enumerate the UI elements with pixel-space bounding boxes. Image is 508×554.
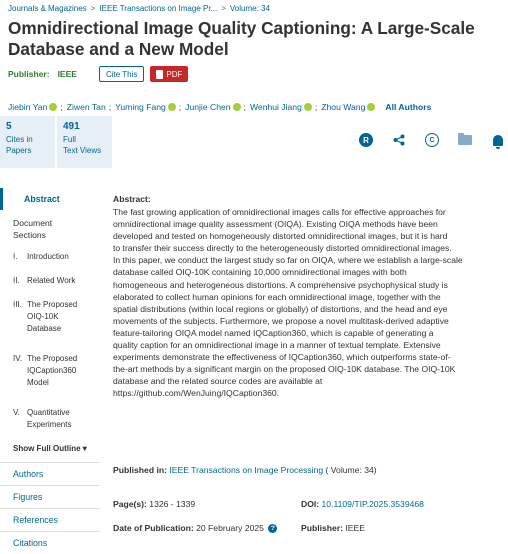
section-number: III. xyxy=(13,300,22,309)
abstract-line: elaborated to collect human opinions for each omnidirectional image, together with the xyxy=(113,291,441,302)
section-label-line: IQCaption360 xyxy=(27,366,77,375)
section-label-line: OIQ-10K xyxy=(27,312,59,321)
section-label-line: The Proposed xyxy=(27,300,78,309)
author-name: Wenhui Jiang xyxy=(249,102,302,112)
section-label: Introduction xyxy=(27,252,69,261)
copyright-icon[interactable]: C xyxy=(422,130,442,150)
author-link[interactable] xyxy=(67,102,106,112)
sidebar-section-experiments[interactable] xyxy=(13,407,71,431)
abstract-line: database and the related source codes are available at xyxy=(113,376,323,387)
page-title xyxy=(8,18,492,60)
author-separator: ; xyxy=(243,102,246,112)
orcid-icon[interactable] xyxy=(49,103,57,111)
pages-label: Page(s): xyxy=(113,499,147,509)
author-separator: ; xyxy=(314,102,318,112)
sidebar-link-citations[interactable]: Citations xyxy=(0,531,100,553)
sidebar-link-references[interactable]: References xyxy=(0,508,100,530)
breadcrumb-separator: > xyxy=(221,4,226,13)
breadcrumb-separator: > xyxy=(90,4,96,13)
help-icon[interactable]: ? xyxy=(268,524,277,533)
pages-value: 1326 - 1339 xyxy=(149,499,196,509)
section-label xyxy=(27,299,77,335)
all-authors-link[interactable]: All Authors xyxy=(385,102,432,112)
metric-value: 491 xyxy=(63,121,80,132)
abstract-line: spatial distributions (within local regions or globally) of distortions, and the head and eye xyxy=(113,303,448,314)
sidebar-item-abstract[interactable]: Abstract xyxy=(0,188,88,210)
pages-field xyxy=(113,499,195,509)
document-sections-heading xyxy=(13,217,52,241)
published-in xyxy=(113,465,377,475)
metric-label-line: Papers xyxy=(6,146,32,155)
author-separator: ; xyxy=(178,102,182,112)
breadcrumb-volume[interactable]: Volume: 34 xyxy=(229,4,270,13)
section-label-line: Quantitative xyxy=(27,408,70,417)
pdf-label: PDF xyxy=(166,69,183,79)
share-icon[interactable] xyxy=(389,130,409,150)
pdf-button[interactable] xyxy=(150,66,188,82)
author-link[interactable] xyxy=(115,102,176,112)
pdf-icon xyxy=(156,70,163,79)
rights-icon[interactable]: R xyxy=(356,130,376,150)
section-label: Related Work xyxy=(27,276,76,285)
meta-publisher-label: Publisher: xyxy=(301,523,344,533)
breadcrumb-journals[interactable]: Journals & Magazines xyxy=(8,4,87,13)
author-link[interactable] xyxy=(8,102,57,112)
doi-link[interactable]: 10.1109/TIP.2025.3539468 xyxy=(321,499,424,509)
abstract-section xyxy=(113,193,492,400)
orcid-icon[interactable] xyxy=(233,103,241,111)
metric-label xyxy=(6,134,49,156)
abstract-line: movements of the subjects. Furthermore, we propose a novel multitask-derived adaptive xyxy=(113,315,449,326)
cite-this-button[interactable]: Cite This xyxy=(99,66,144,82)
sidebar-link-authors[interactable]: Authors xyxy=(0,462,100,484)
abstract-line: https://github.com/WenJuing/IQCaption360. xyxy=(113,388,280,399)
metric-label-line: Text Views xyxy=(63,146,102,155)
abstract-line: to transfer their success directly to the heterogeneously distorted omnidirectional images. xyxy=(113,243,452,254)
author-link[interactable] xyxy=(250,102,312,112)
publisher-value: IEEE xyxy=(57,69,77,79)
abstract-line: The fast growing application of omnidirectional images calls for effective approaches for xyxy=(113,207,446,217)
author-name: Yuming Fang xyxy=(115,102,166,112)
author-name: Jiebin Yan xyxy=(8,102,48,112)
author-separator: ; xyxy=(108,102,112,112)
author-name: Zhou Wang xyxy=(321,102,366,112)
abstract-line: quality caption for an omnidirectional image in a manner of textual template. Extensive xyxy=(113,340,441,351)
section-label-line: Model xyxy=(27,378,49,387)
date-label: Date of Publication: xyxy=(113,523,194,533)
abstract-line: experiments demonstrate the effectiveness of IQCaption360, which outperforms state-of- xyxy=(113,352,451,363)
publisher-label: Publisher: xyxy=(8,69,50,79)
abstract-line: database called OIQ-10K containing 10,000 omnidirectional images with both xyxy=(113,267,407,278)
title-line-2: Database and a New Model xyxy=(8,39,229,59)
section-number: II. xyxy=(13,276,20,285)
metric-views[interactable] xyxy=(57,116,112,168)
sidebar-link-figures[interactable]: Figures xyxy=(0,485,100,507)
abstract-text xyxy=(113,206,492,400)
section-label-line: Experiments xyxy=(27,420,72,429)
abstract-line: developed and tested on homogeneously distorted omnidirectional images, but it is hard xyxy=(113,231,448,242)
author-link[interactable] xyxy=(185,102,240,112)
publisher-field xyxy=(301,523,365,533)
doi-field xyxy=(301,499,424,509)
date-field xyxy=(113,523,277,533)
orcid-icon[interactable] xyxy=(168,103,176,111)
section-number: V. xyxy=(13,408,20,417)
section-label-line: Database xyxy=(27,324,62,333)
sections-heading-line: Sections xyxy=(13,230,46,240)
section-number: IV. xyxy=(13,354,23,363)
metric-label-line: Cites in xyxy=(6,135,33,144)
abstract-line: omnidirectional image quality assessment (OIQA). Existing OIQA methods have been xyxy=(113,219,438,230)
volume-text: ( Volume: 34) xyxy=(325,465,377,475)
document-sidebar xyxy=(0,183,100,548)
sections-heading-line: Document xyxy=(13,218,53,228)
author-link[interactable] xyxy=(321,102,375,112)
abstract-line: feature-tailoring OIQA model named IQCaption360, which is capable of generating a xyxy=(113,327,434,338)
sidebar-section-proposed-model[interactable] xyxy=(13,353,77,389)
bell-icon[interactable] xyxy=(488,130,508,150)
sidebar-section-proposed-database[interactable] xyxy=(13,299,77,335)
author-separator: ; xyxy=(60,102,63,112)
section-number: I. xyxy=(13,252,18,261)
doi-label: DOI: xyxy=(301,499,320,509)
author-name: Ziwen Tan xyxy=(66,102,106,112)
breadcrumb xyxy=(8,4,270,13)
breadcrumb-journal-name[interactable]: IEEE Transactions on Image Pr... xyxy=(99,4,218,13)
meta-publisher-value: IEEE xyxy=(345,523,366,533)
show-full-outline-button[interactable]: Show Full Outline ▾ xyxy=(13,444,87,453)
abstract-line: the-art methods by a significant margin on the proposed OIQ-10K database. The OIQ-10K xyxy=(113,364,456,375)
published-label: Published in: xyxy=(113,465,167,475)
metric-label xyxy=(63,134,106,156)
article-toolbar xyxy=(356,130,508,150)
folder-icon[interactable] xyxy=(455,130,475,150)
section-label xyxy=(27,407,71,431)
abstract-line: In this paper, we conduct the largest study so far on OIQA, where we establish a large-scale xyxy=(113,255,463,266)
author-list xyxy=(8,102,431,112)
orcid-icon[interactable] xyxy=(304,103,312,111)
publisher-row xyxy=(8,65,188,83)
title-line-1: Omnidirectional Image Quality Captioning: A Large-Scale xyxy=(8,18,475,38)
published-journal-link[interactable]: IEEE Transactions on Image Processing xyxy=(169,465,324,475)
abstract-line: homogeneous and heterogeneous distortions. A comprehensive psychophysical study is xyxy=(113,279,448,290)
section-label xyxy=(27,353,77,389)
abstract-label: Abstract: xyxy=(113,194,151,204)
metric-cites[interactable] xyxy=(0,116,55,168)
sidebar-section-introduction[interactable] xyxy=(13,251,69,263)
sidebar-section-related-work[interactable] xyxy=(13,275,75,287)
orcid-icon[interactable] xyxy=(367,103,375,111)
author-name: Junjie Chen xyxy=(185,102,231,112)
section-label-line: The Proposed xyxy=(27,354,78,363)
metric-value: 5 xyxy=(6,121,12,132)
date-value: 20 February 2025 xyxy=(196,523,264,533)
metric-label-line: Full xyxy=(63,135,76,144)
